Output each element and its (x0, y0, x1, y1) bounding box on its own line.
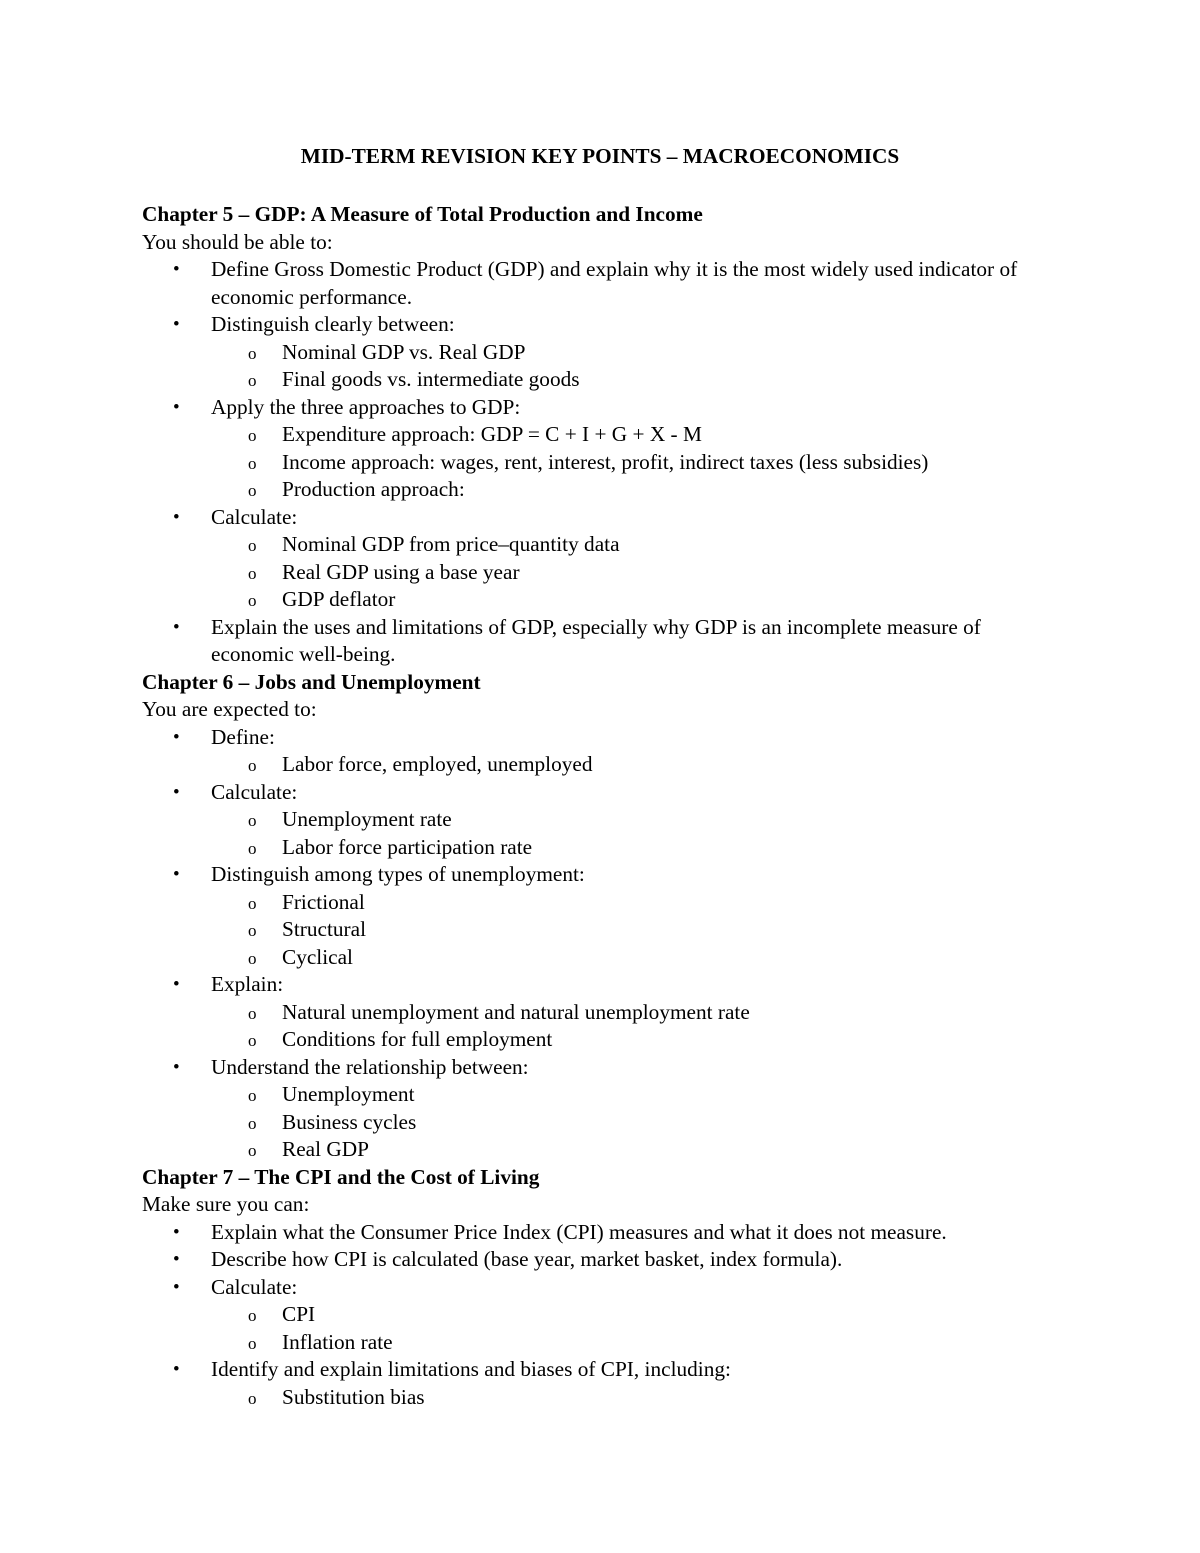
list-item (142, 311, 1062, 394)
list-item-text: Calculate: (211, 504, 298, 529)
bullet-icon: • (173, 314, 180, 335)
circle-bullet-icon: o (248, 1113, 257, 1133)
bullet-list (142, 256, 1062, 669)
list-item (142, 1356, 1062, 1411)
sub-list (211, 999, 1062, 1054)
circle-bullet-icon: o (248, 811, 257, 830)
sub-item-text: Inflation rate (282, 1329, 393, 1354)
sub-list-item (211, 559, 1062, 587)
list-item-text: Describe how CPI is calculated (base year, market basket, index formula). (211, 1247, 843, 1271)
bullet-icon: • (173, 396, 180, 418)
sub-list-item (211, 586, 1062, 614)
sub-list (211, 806, 1062, 861)
sub-list-item (211, 1301, 1062, 1329)
circle-bullet-icon: o (248, 591, 257, 610)
sub-list (211, 1081, 1062, 1164)
circle-bullet-icon: o (248, 371, 257, 390)
chapter-heading: Chapter 7 – The CPI and the Cost of Living (142, 1164, 540, 1189)
bullet-icon: • (173, 1359, 180, 1380)
bullet-icon: • (173, 1056, 180, 1078)
circle-bullet-icon: o (248, 1388, 257, 1408)
sub-list (211, 1384, 1062, 1412)
sub-item-text: Nominal GDP from price–quantity data (282, 532, 620, 556)
chapter-heading: Chapter 5 – GDP: A Measure of Total Production and Income (142, 202, 703, 226)
sub-item-text: Labor force, employed, unemployed (282, 752, 593, 776)
document-content (142, 140, 1062, 1411)
list-item-text: Identify and explain limitations and biases of CPI, including: (211, 1357, 731, 1381)
list-item (142, 971, 1062, 1054)
list-item (142, 394, 1062, 504)
circle-bullet-icon: o (248, 1306, 257, 1325)
sub-item-text: Natural unemployment and natural unemployment rate (282, 999, 750, 1024)
sub-list-item (211, 339, 1062, 367)
bullet-icon: • (173, 726, 180, 748)
circle-bullet-icon: o (248, 756, 257, 775)
list-item (142, 1219, 1062, 1247)
bullet-icon: • (173, 616, 180, 638)
bullet-list (142, 724, 1062, 1164)
circle-bullet-icon: o (248, 1031, 257, 1050)
sub-list-item (211, 751, 1062, 779)
sub-item-text: Real GDP using a base year (282, 559, 520, 584)
sub-item-text: GDP deflator (282, 587, 396, 611)
list-item-text: Calculate: (211, 779, 298, 804)
sub-item-text: Labor force participation rate (282, 834, 533, 859)
sub-list-item (211, 531, 1062, 559)
circle-bullet-icon: o (248, 1086, 257, 1105)
bullet-icon: • (173, 1276, 180, 1298)
circle-bullet-icon: o (248, 536, 257, 555)
chapter-intro: You should be able to: (142, 229, 333, 254)
sub-item-text: Unemployment rate (282, 807, 452, 831)
chapter-5-section (142, 201, 1062, 669)
sub-item-text: Real GDP (282, 1137, 369, 1161)
sub-list-item (211, 999, 1062, 1027)
list-item (142, 1246, 1062, 1274)
chapter-6-section (142, 669, 1062, 1164)
sub-item-text: Income approach: wages, rent, interest, profit, indirect taxes (less subsidies) (282, 449, 929, 474)
sub-list-item (211, 1081, 1062, 1109)
bullet-icon: • (173, 781, 180, 803)
list-item (142, 504, 1062, 614)
sub-item-text: Expenditure approach: GDP = C + I + G + X - M (282, 422, 702, 446)
circle-bullet-icon: o (248, 1333, 257, 1353)
list-item-text: Define: (211, 724, 275, 749)
sub-list-item (211, 1329, 1062, 1357)
circle-bullet-icon: o (248, 838, 257, 858)
sub-item-text: Cyclical (282, 944, 353, 969)
sub-list (211, 1301, 1062, 1356)
sub-list-item (211, 421, 1062, 449)
list-item-text: Distinguish among types of unemployment: (211, 862, 585, 886)
sub-list (211, 889, 1062, 972)
sub-list (211, 339, 1062, 394)
sub-list-item (211, 449, 1062, 477)
list-item-text: Define Gross Domestic Product (GDP) and explain why it is the most widely used indicator of economic performance. (211, 257, 1018, 309)
circle-bullet-icon: o (248, 1141, 257, 1160)
sub-item-text: CPI (282, 1302, 316, 1326)
chapter-intro: Make sure you can: (142, 1192, 310, 1216)
circle-bullet-icon: o (248, 343, 257, 363)
sub-list-item (211, 1109, 1062, 1137)
bullet-icon: • (173, 864, 180, 885)
circle-bullet-icon: o (248, 893, 257, 913)
list-item-text: Explain what the Consumer Price Index (CPI) measures and what it does not measure. (211, 1219, 947, 1244)
bullet-icon: • (173, 259, 180, 280)
bullet-list (142, 1219, 1062, 1412)
list-item-text: Explain: (211, 972, 284, 996)
bullet-icon: • (173, 974, 180, 995)
chapter-intro: You are expected to: (142, 697, 317, 721)
sub-item-text: Nominal GDP vs. Real GDP (282, 339, 526, 364)
bullet-icon: • (173, 1249, 180, 1270)
sub-item-text: Conditions for full employment (282, 1027, 553, 1051)
chapter-7-section (142, 1164, 1062, 1412)
sub-list-item (211, 834, 1062, 862)
sub-list-item (211, 916, 1062, 944)
bullet-icon: • (173, 1221, 180, 1243)
chapter-heading: Chapter 6 – Jobs and Unemployment (142, 669, 481, 694)
sub-list-item (211, 1384, 1062, 1412)
sub-list (211, 421, 1062, 504)
sub-item-text: Frictional (282, 889, 365, 914)
sub-list-item (211, 889, 1062, 917)
sub-list-item (211, 366, 1062, 394)
sub-list-item (211, 476, 1062, 504)
sub-item-text: Production approach: (282, 477, 465, 501)
sub-list (211, 751, 1062, 779)
bullet-icon: • (173, 506, 180, 528)
list-item-text: Apply the three approaches to GDP: (211, 394, 521, 419)
sub-item-text: Unemployment (282, 1082, 415, 1106)
circle-bullet-icon: o (248, 481, 257, 500)
list-item-text: Explain the uses and limitations of GDP, especially why GDP is an incomplete measure of economic well-being. (211, 614, 981, 666)
sub-item-text: Substitution bias (282, 1384, 425, 1409)
circle-bullet-icon: o (248, 948, 257, 968)
list-item (142, 724, 1062, 779)
list-item (142, 256, 1062, 311)
sub-item-text: Business cycles (282, 1109, 417, 1134)
circle-bullet-icon: o (248, 1003, 257, 1023)
sub-list-item (211, 944, 1062, 972)
document-title: MID-TERM REVISION KEY POINTS – MACROECONOMICS (300, 144, 900, 168)
circle-bullet-icon: o (248, 426, 257, 445)
sub-list-item (211, 1026, 1062, 1054)
list-item (142, 861, 1062, 971)
list-item (142, 614, 1062, 669)
sub-item-text: Final goods vs. intermediate goods (282, 367, 580, 391)
list-item-text: Distinguish clearly between: (211, 312, 455, 336)
list-item (142, 1274, 1062, 1357)
list-item (142, 779, 1062, 862)
list-item (142, 1054, 1062, 1164)
circle-bullet-icon: o (248, 453, 257, 473)
circle-bullet-icon: o (248, 563, 257, 583)
sub-list-item (211, 1136, 1062, 1164)
list-item-text: Calculate: (211, 1274, 298, 1299)
circle-bullet-icon: o (248, 921, 257, 940)
sub-list (211, 531, 1062, 614)
list-item-text: Understand the relationship between: (211, 1054, 529, 1079)
sub-list-item (211, 806, 1062, 834)
sub-item-text: Structural (282, 917, 366, 941)
